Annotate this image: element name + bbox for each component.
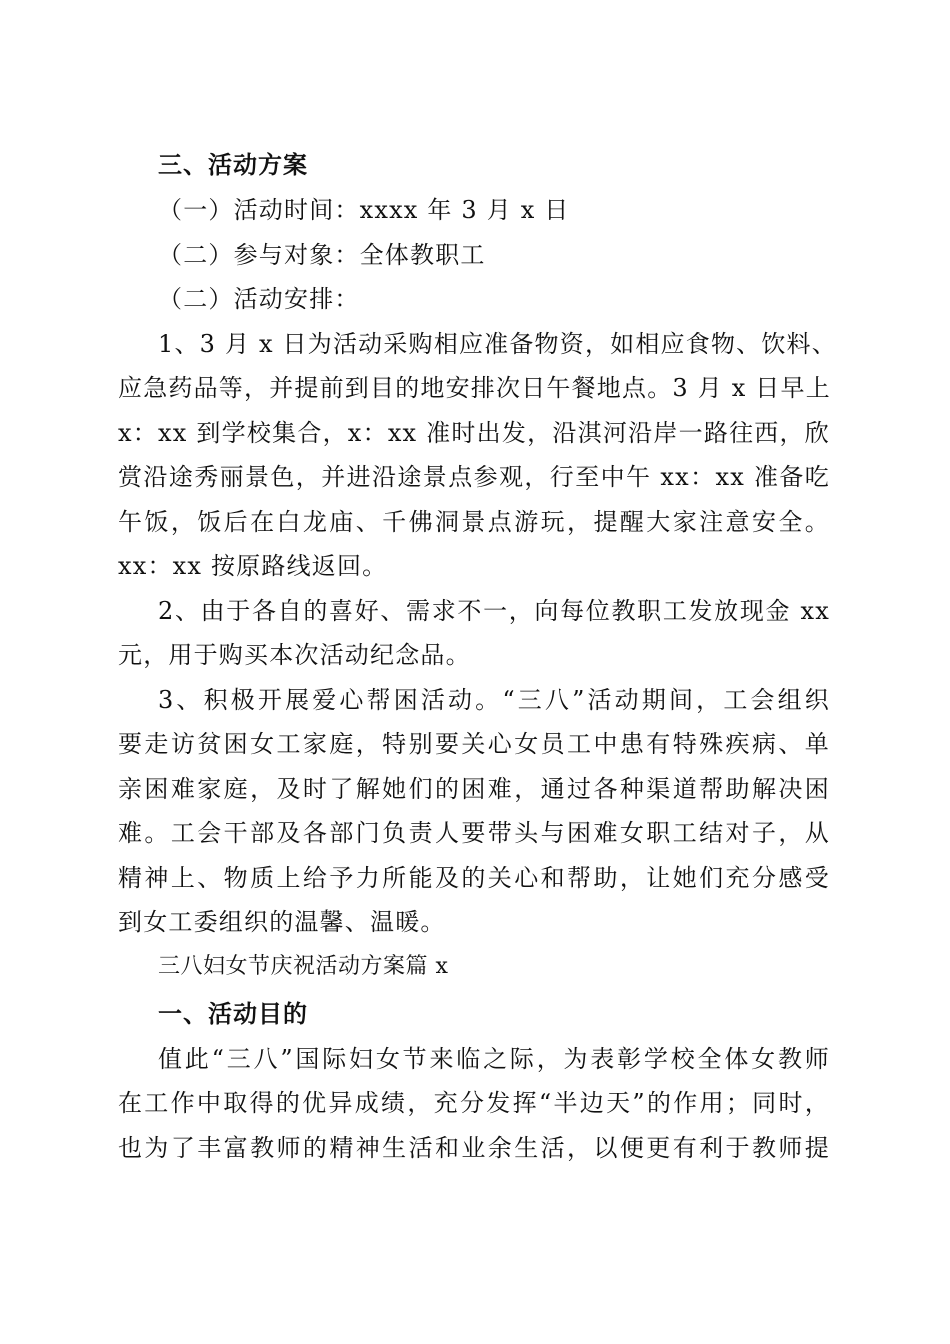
arrangement-item-2 xyxy=(118,589,830,678)
paragraph-line: 要走访贫困女工家庭，特别要关心女员工中患有特殊疾病、单 xyxy=(118,730,830,758)
purpose-paragraph xyxy=(118,1037,830,1171)
activity-time: （一）活动时间：xxxx 年 3 月 x 日 xyxy=(158,196,570,224)
paragraph-line: x：xx 到学校集合，x：xx 准时出发，沿淇河沿岸一路往西，欣 xyxy=(118,418,830,447)
paragraph-line: 应急药品等，并提前到目的地安排次日午餐地点。3 月 x 日早上 xyxy=(118,374,831,402)
paragraph-line: 1、3 月 x 日为活动采购相应准备物资，如相应食物、饮料、 xyxy=(158,329,837,358)
paragraph-line: 到女工委组织的温馨、温暖。 xyxy=(118,908,446,936)
paragraph-line: 3、积极开展爱心帮困活动。“三八”活动期间，工会组织 xyxy=(158,685,830,714)
paragraph-line: 亲困难家庭，及时了解她们的困难，通过各种渠道帮助解决困 xyxy=(118,774,830,803)
paragraph-line: 值此“三八”国际妇女节来临之际，为表彰学校全体女教师 xyxy=(158,1044,830,1073)
paragraph-line: 难。工会干部及各部门负责人要带头与困难女职工结对子，从 xyxy=(118,819,830,847)
paragraph-line: 在工作中取得的优异成绩，充分发挥“半边天”的作用；同时， xyxy=(118,1089,830,1117)
article-title: 三八妇女节庆祝活动方案篇 x xyxy=(158,953,449,979)
paragraph-line: xx：xx 按原路线返回。 xyxy=(118,552,388,580)
activity-arrangement: （二）活动安排： xyxy=(158,285,360,313)
paragraph-line: 元，用于购买本次活动纪念品。 xyxy=(118,641,471,669)
paragraph-line: 午饭，饭后在白龙庙、千佛洞景点游玩，提醒大家注意安全。 xyxy=(118,507,830,536)
arrangement-item-1 xyxy=(118,322,837,589)
paragraph-line: 也为了丰富教师的精神生活和业余生活，以便更有利于教师提 xyxy=(118,1133,830,1162)
arrangement-item-3 xyxy=(118,678,830,945)
paragraph-line: 精神上、物质上给予力所能及的关心和帮助，让她们充分感受 xyxy=(118,863,830,892)
section-heading-purpose: 一、活动目的 xyxy=(158,999,308,1028)
participants: （二）参与对象：全体教职工 xyxy=(158,240,486,269)
section-heading-activity-plan: 三、活动方案 xyxy=(158,151,308,179)
paragraph-line: 赏沿途秀丽景色，并进沿途景点参观，行至中午 xx：xx 准备吃 xyxy=(118,463,830,491)
paragraph-line: 2、由于各自的喜好、需求不一，向每位教职工发放现金 xx xyxy=(158,596,830,625)
document-body xyxy=(118,142,837,1170)
